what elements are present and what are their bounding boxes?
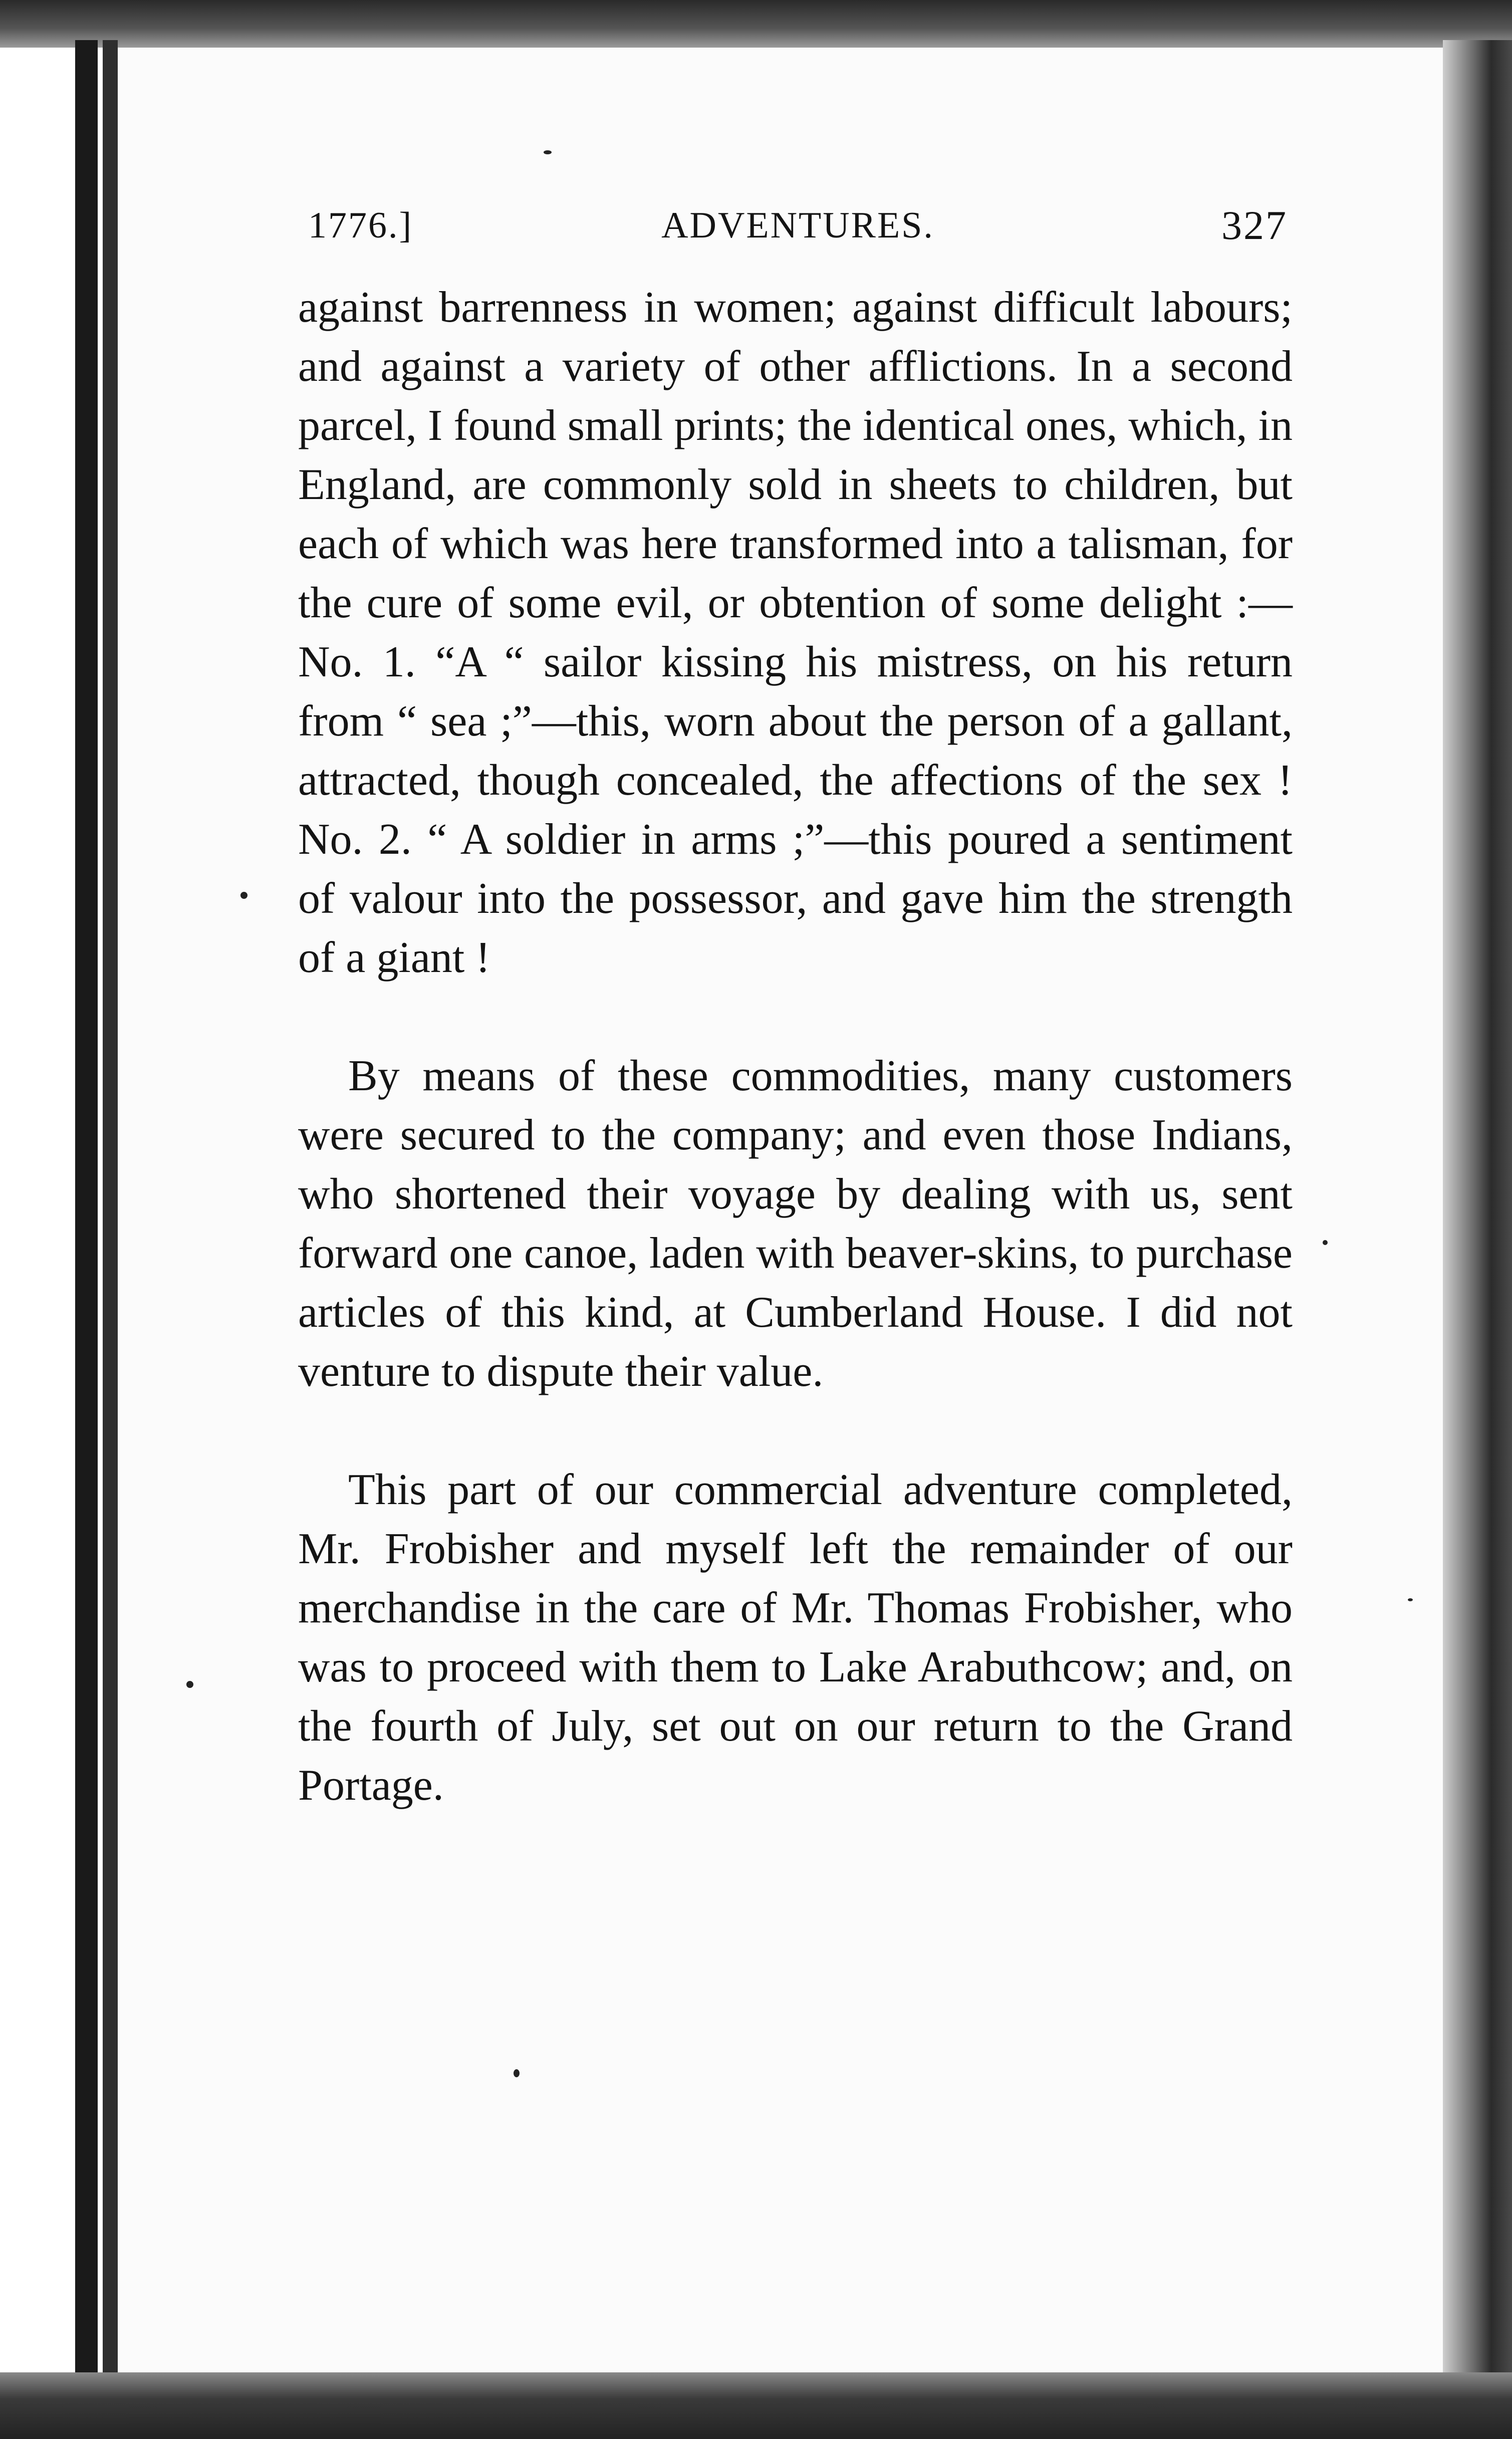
scan-speck	[1323, 1240, 1328, 1245]
book-spine-shadow	[75, 40, 98, 2395]
scan-border-top	[0, 0, 1512, 48]
scan-speck	[514, 2069, 520, 2077]
scan-margin-left	[0, 0, 75, 2439]
page-number: 327	[1221, 202, 1288, 248]
running-head-year: 1776.]	[308, 205, 413, 246]
scan-speck	[186, 1681, 193, 1688]
book-spine-edge	[103, 40, 118, 2395]
running-head-title: ADVENTURES.	[661, 205, 934, 246]
scan-speck	[544, 150, 552, 154]
paragraph-commodities: By means of these commodities, many customers were secured to the company; and even those Indians, who shortened their voyage by dealing with us, sent forward one canoe, laden with beaver-skins, to purchase articles of this kind, at Cumberland House. I did not venture to dispute their value.	[298, 1052, 1293, 1396]
running-head	[308, 198, 1288, 253]
scan-border-bottom	[0, 2372, 1512, 2439]
body-text	[298, 278, 1293, 1815]
paragraph-return: This part of our commercial adventure completed, Mr. Frobisher and myself left the remainder of our merchandise in the care of Mr. Thomas Frobisher, who was to proceed with them to Lake Arabuthcow; and, on the fourth of July, set out on our return to the Grand Portage.	[298, 1466, 1293, 1810]
scan-speck	[1408, 1598, 1413, 1601]
scan-speck	[240, 892, 247, 899]
page-edge-right	[1443, 40, 1512, 2395]
paragraph-continued: against barrenness in women; against difficult labours; and against a variety of other afflictions. In a second parcel, I found small prints; the identical ones, which, in England, are commonly sold in sheets to children, but each of which was here transformed into a talisman, for the cure of some evil, or obtention of some delight :—No. 1. “A “ sailor kissing his mistress, on his return from “ sea ;”—this, worn about the person of a gallant, attracted, though concealed, the affections of the sex ! No. 2. “ A soldier in arms ;”—this poured a sentiment of valour into the possessor, and gave him the strength of a giant !	[298, 283, 1293, 982]
